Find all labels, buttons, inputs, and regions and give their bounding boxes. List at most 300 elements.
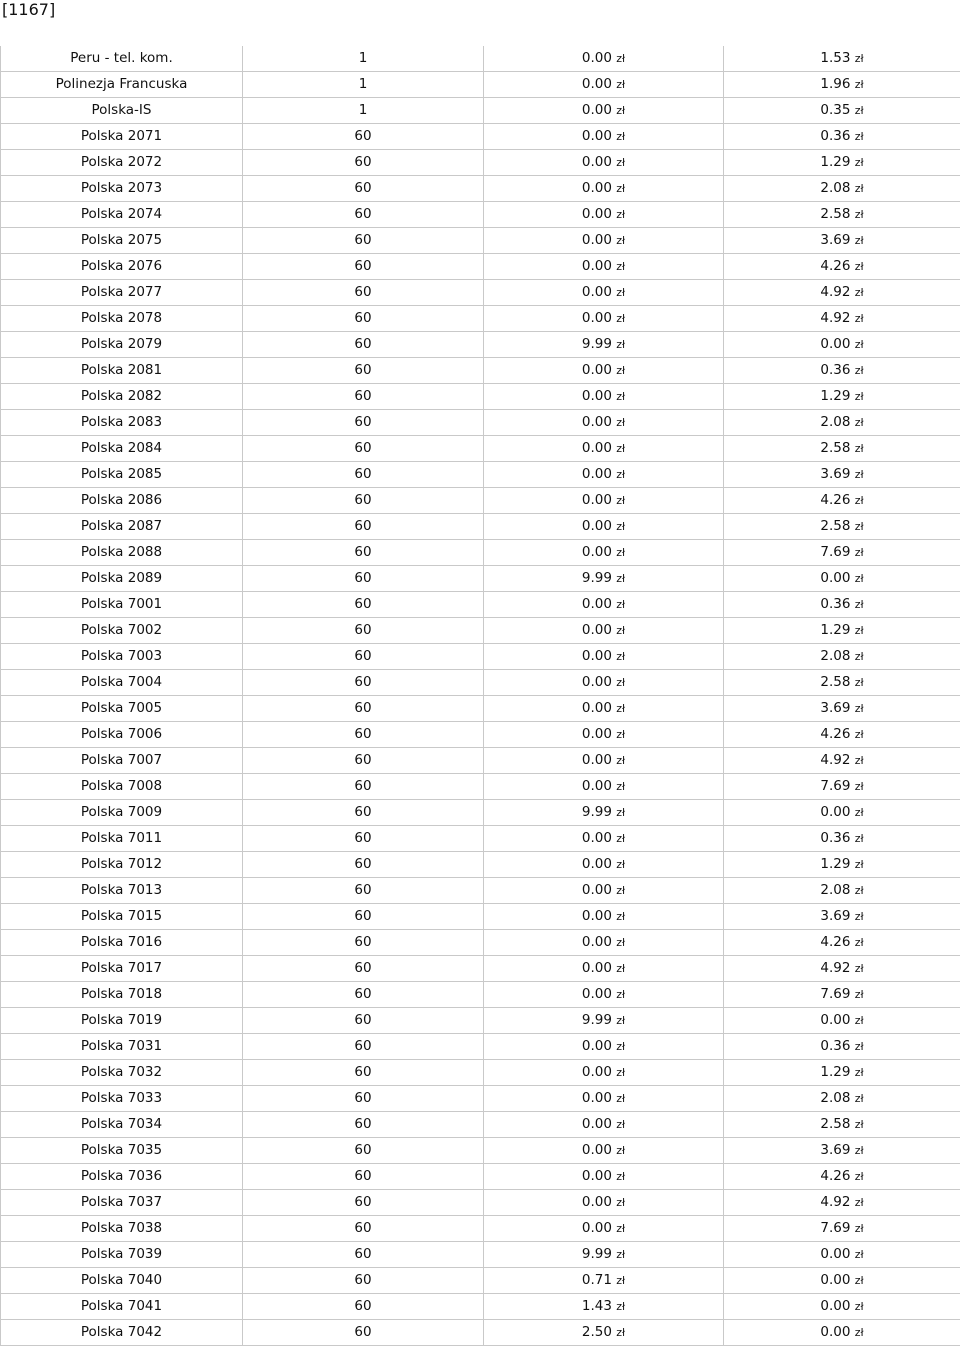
cell-value: Polska 2079 [80,336,163,352]
destination-cell [1,670,243,696]
price-minute-cell [724,1138,960,1164]
cell-value: 2.08 [820,648,851,664]
currency-label: zł [854,806,864,819]
quantity-cell [243,46,484,72]
cell-value: Polska 7039 [80,1246,163,1262]
cell-value: 4.92 [820,1194,851,1210]
currency-label: zł [854,832,864,845]
cell-value: 2.58 [820,1116,851,1132]
currency-label: zł [616,1014,626,1027]
quantity-cell [243,202,484,228]
currency-label: zł [854,78,864,91]
cell-value: 3.69 [820,466,851,482]
cell-value: 60 [354,128,372,144]
cell-value: 2.58 [820,440,851,456]
cell-value: Polska 7034 [80,1116,163,1132]
price-minute-cell [724,800,960,826]
quantity-cell [243,1138,484,1164]
price-minute-cell [724,878,960,904]
destination-cell [1,904,243,930]
quantity-cell [243,358,484,384]
destination-cell [1,930,243,956]
currency-label: zł [616,494,626,507]
table-row [1,592,960,618]
currency-label: zł [854,286,864,299]
price-minute-cell [724,280,960,306]
quantity-cell [243,124,484,150]
quantity-cell [243,956,484,982]
destination-cell [1,696,243,722]
price-connection-cell [484,904,724,930]
cell-value: 0.00 [820,570,851,586]
currency-label: zł [616,312,626,325]
cell-value: 0.00 [581,492,612,508]
quantity-cell [243,1060,484,1086]
cell-value: 0.00 [581,700,612,716]
destination-cell [1,618,243,644]
quantity-cell [243,1190,484,1216]
price-minute-cell [724,1216,960,1242]
currency-label: zł [854,780,864,793]
destination-cell [1,982,243,1008]
cell-value: 9.99 [581,1246,612,1262]
cell-value: 0.00 [581,1038,612,1054]
price-minute-cell [724,254,960,280]
currency-label: zł [616,1274,626,1287]
cell-value: 0.00 [820,1272,851,1288]
cell-value: 60 [354,674,372,690]
destination-cell [1,1164,243,1190]
currency-label: zł [854,468,864,481]
currency-label: zł [854,1170,864,1183]
cell-value: Polska 2074 [80,206,163,222]
currency-label: zł [616,130,626,143]
cell-value: 0.00 [581,258,612,274]
currency-label: zł [616,910,626,923]
cell-value: 0.00 [581,76,612,92]
cell-value: 60 [354,492,372,508]
table-row [1,852,960,878]
price-minute-cell [724,1164,960,1190]
quantity-cell [243,982,484,1008]
cell-value: 60 [354,518,372,534]
destination-cell [1,1086,243,1112]
cell-value: Polska 2071 [80,128,163,144]
quantity-cell [243,800,484,826]
cell-value: 9.99 [581,570,612,586]
cell-value: 9.99 [581,804,612,820]
currency-label: zł [854,182,864,195]
currency-label: zł [616,1066,626,1079]
cell-value: 4.92 [820,310,851,326]
destination-cell [1,1320,243,1346]
price-minute-cell [724,72,960,98]
table-row [1,202,960,228]
quantity-cell [243,306,484,332]
currency-label: zł [854,754,864,767]
cell-value: 0.00 [581,674,612,690]
price-minute-cell [724,410,960,436]
cell-value: 0.00 [581,726,612,742]
cell-value: 0.00 [581,180,612,196]
quantity-cell [243,1294,484,1320]
cell-value: 0.00 [581,50,612,66]
cell-value: 0.00 [581,856,612,872]
cell-value: 0.00 [581,414,612,430]
cell-value: 60 [354,1246,372,1262]
quantity-cell [243,98,484,124]
currency-label: zł [854,1144,864,1157]
cell-value: 60 [354,1038,372,1054]
currency-label: zł [854,624,864,637]
cell-value: 60 [354,830,372,846]
quantity-cell [243,722,484,748]
quantity-cell [243,566,484,592]
currency-label: zł [854,1014,864,1027]
cell-value: 0.00 [581,596,612,612]
price-minute-cell [724,566,960,592]
quantity-cell [243,254,484,280]
cell-value: 0.36 [820,362,851,378]
cell-value: 60 [354,1064,372,1080]
cell-value: 0.00 [581,154,612,170]
cell-value: 1.29 [820,622,851,638]
price-connection-cell [484,956,724,982]
destination-cell [1,1138,243,1164]
destination-cell [1,1242,243,1268]
cell-value: 0.00 [581,232,612,248]
cell-value: Polska 7012 [80,856,163,872]
cell-value: Polska 7018 [80,986,163,1002]
currency-label: zł [616,104,626,117]
cell-value: 60 [354,1272,372,1288]
price-minute-cell [724,722,960,748]
cell-value: 0.00 [581,830,612,846]
cell-value: 60 [354,544,372,560]
price-connection-cell [484,436,724,462]
cell-value: 0.00 [581,882,612,898]
currency-label: zł [616,754,626,767]
destination-cell [1,410,243,436]
price-connection-cell [484,852,724,878]
quantity-cell [243,436,484,462]
table-row [1,1034,960,1060]
cell-value: 0.00 [581,778,612,794]
price-connection-cell [484,1268,724,1294]
price-minute-cell [724,436,960,462]
currency-label: zł [854,312,864,325]
table-row [1,696,960,722]
cell-value: 60 [354,440,372,456]
cell-value: 1.29 [820,1064,851,1080]
cell-value: 4.26 [820,1168,851,1184]
cell-value: Polska 7007 [80,752,163,768]
cell-value: 0.00 [820,1324,851,1340]
cell-value: 2.08 [820,414,851,430]
destination-cell [1,800,243,826]
cell-value: 60 [354,310,372,326]
cell-value: Polska 2088 [80,544,163,560]
price-connection-cell [484,722,724,748]
currency-label: zł [616,416,626,429]
cell-value: Polska 7002 [80,622,163,638]
destination-cell [1,1190,243,1216]
table-row [1,540,960,566]
quantity-cell [243,774,484,800]
cell-value: Polska 2073 [80,180,163,196]
currency-label: zł [854,858,864,871]
currency-label: zł [616,52,626,65]
quantity-cell [243,852,484,878]
price-minute-cell [724,98,960,124]
currency-label: zł [616,234,626,247]
currency-label: zł [616,208,626,221]
cell-value: 0.71 [581,1272,612,1288]
currency-label: zł [616,468,626,481]
table-row [1,826,960,852]
price-connection-cell [484,566,724,592]
cell-value: Polska 2075 [80,232,163,248]
currency-label: zł [616,832,626,845]
price-connection-cell [484,1112,724,1138]
currency-label: zł [854,728,864,741]
currency-label: zł [616,962,626,975]
price-minute-cell [724,1086,960,1112]
table-row [1,748,960,774]
quantity-cell [243,462,484,488]
cell-value: Polska 7011 [80,830,163,846]
price-connection-cell [484,774,724,800]
table-row [1,254,960,280]
cell-value: Polska 7017 [80,960,163,976]
currency-label: zł [854,208,864,221]
cell-value: Polska 7037 [80,1194,163,1210]
currency-label: zł [854,1092,864,1105]
currency-label: zł [616,390,626,403]
table-row [1,436,960,462]
price-connection-cell [484,1034,724,1060]
destination-cell [1,1294,243,1320]
cell-value: 60 [354,622,372,638]
cell-value: 60 [354,986,372,1002]
price-connection-cell [484,826,724,852]
currency-label: zł [854,650,864,663]
cell-value: 4.92 [820,284,851,300]
cell-value: 0.35 [820,102,851,118]
price-connection-cell [484,748,724,774]
cell-value: 0.00 [581,622,612,638]
currency-label: zł [616,884,626,897]
table-row [1,1060,960,1086]
price-minute-cell [724,930,960,956]
price-minute-cell [724,1294,960,1320]
cell-value: 1.53 [820,50,851,66]
price-minute-cell [724,1112,960,1138]
cell-value: Polska 2078 [80,310,163,326]
table-row [1,124,960,150]
currency-label: zł [616,442,626,455]
cell-value: 60 [354,258,372,274]
cell-value: 0.00 [581,440,612,456]
cell-value: 0.00 [581,752,612,768]
cell-value: 60 [354,1116,372,1132]
cell-value: 2.08 [820,882,851,898]
currency-label: zł [854,364,864,377]
quantity-cell [243,1216,484,1242]
currency-label: zł [854,520,864,533]
cell-value: Polska 7035 [80,1142,163,1158]
price-minute-cell [724,1008,960,1034]
quantity-cell [243,1034,484,1060]
destination-cell [1,852,243,878]
price-connection-cell [484,696,724,722]
cell-value: Polinezja Francuska [55,76,188,92]
price-table-body [1,46,960,1346]
price-connection-cell [484,930,724,956]
cell-value: 0.00 [581,1142,612,1158]
price-connection-cell [484,98,724,124]
currency-label: zł [616,156,626,169]
cell-value: 60 [354,596,372,612]
currency-label: zł [616,728,626,741]
quantity-cell [243,332,484,358]
price-minute-cell [724,618,960,644]
table-row [1,1242,960,1268]
quantity-cell [243,930,484,956]
cell-value: 9.99 [581,336,612,352]
currency-label: zł [854,1066,864,1079]
destination-cell [1,254,243,280]
quantity-cell [243,826,484,852]
price-minute-cell [724,1060,960,1086]
cell-value: Polska 2083 [80,414,163,430]
cell-value: 0.00 [581,1116,612,1132]
cell-value: 2.58 [820,206,851,222]
price-connection-cell [484,1294,724,1320]
price-connection-cell [484,72,724,98]
price-connection-cell [484,1242,724,1268]
cell-value: 1 [358,102,368,118]
currency-label: zł [616,260,626,273]
price-connection-cell [484,514,724,540]
cell-value: 60 [354,1168,372,1184]
destination-cell [1,436,243,462]
cell-value: Polska 7032 [80,1064,163,1080]
cell-value: 1 [358,50,368,66]
table-row [1,228,960,254]
cell-value: Polska 7015 [80,908,163,924]
quantity-cell [243,150,484,176]
destination-cell [1,202,243,228]
price-minute-cell [724,384,960,410]
currency-label: zł [854,884,864,897]
currency-label: zł [854,702,864,715]
currency-label: zł [616,936,626,949]
destination-cell [1,514,243,540]
destination-cell [1,774,243,800]
cell-value: Polska 2085 [80,466,163,482]
table-row [1,410,960,436]
quantity-cell [243,748,484,774]
currency-label: zł [616,546,626,559]
cell-value: Polska 2089 [80,570,163,586]
price-minute-cell [724,228,960,254]
cell-value: 1.29 [820,154,851,170]
price-minute-cell [724,176,960,202]
cell-value: 0.00 [581,1090,612,1106]
currency-label: zł [854,1326,864,1339]
quantity-cell [243,1268,484,1294]
quantity-cell [243,1320,484,1346]
cell-value: Polska 7001 [80,596,163,612]
destination-cell [1,46,243,72]
cell-value: 7.69 [820,544,851,560]
cell-value: Polska 7003 [80,648,163,664]
cell-value: 60 [354,1194,372,1210]
table-row [1,358,960,384]
cell-value: 60 [354,336,372,352]
cell-value: 0.00 [581,128,612,144]
currency-label: zł [854,962,864,975]
currency-label: zł [854,1300,864,1313]
cell-value: 0.00 [581,1168,612,1184]
cell-value: 2.08 [820,1090,851,1106]
quantity-cell [243,670,484,696]
currency-label: zł [616,1170,626,1183]
table-row [1,384,960,410]
destination-cell [1,332,243,358]
destination-cell [1,358,243,384]
price-connection-cell [484,1086,724,1112]
cell-value: 60 [354,1324,372,1340]
cell-value: 60 [354,700,372,716]
quantity-cell [243,1086,484,1112]
price-connection-cell [484,410,724,436]
cell-value: 60 [354,1142,372,1158]
price-connection-cell [484,384,724,410]
quantity-cell [243,1164,484,1190]
currency-label: zł [616,520,626,533]
destination-cell [1,306,243,332]
currency-label: zł [616,676,626,689]
cell-value: 2.58 [820,518,851,534]
cell-value: 3.69 [820,1142,851,1158]
cell-value: 0.00 [820,1298,851,1314]
table-row [1,670,960,696]
cell-value: Polska 2087 [80,518,163,534]
currency-label: zł [616,702,626,715]
currency-label: zł [854,676,864,689]
cell-value: 60 [354,154,372,170]
price-minute-cell [724,592,960,618]
cell-value: 0.00 [581,648,612,664]
currency-label: zł [854,494,864,507]
price-minute-cell [724,1242,960,1268]
currency-label: zł [616,572,626,585]
table-row [1,1268,960,1294]
cell-value: Polska 7016 [80,934,163,950]
currency-label: zł [854,442,864,455]
cell-value: 1.29 [820,388,851,404]
cell-value: 3.69 [820,700,851,716]
cell-value: 0.00 [581,544,612,560]
currency-label: zł [616,1196,626,1209]
cell-value: 60 [354,856,372,872]
quantity-cell [243,410,484,436]
table-row [1,462,960,488]
price-connection-cell [484,878,724,904]
cell-value: 0.00 [581,102,612,118]
